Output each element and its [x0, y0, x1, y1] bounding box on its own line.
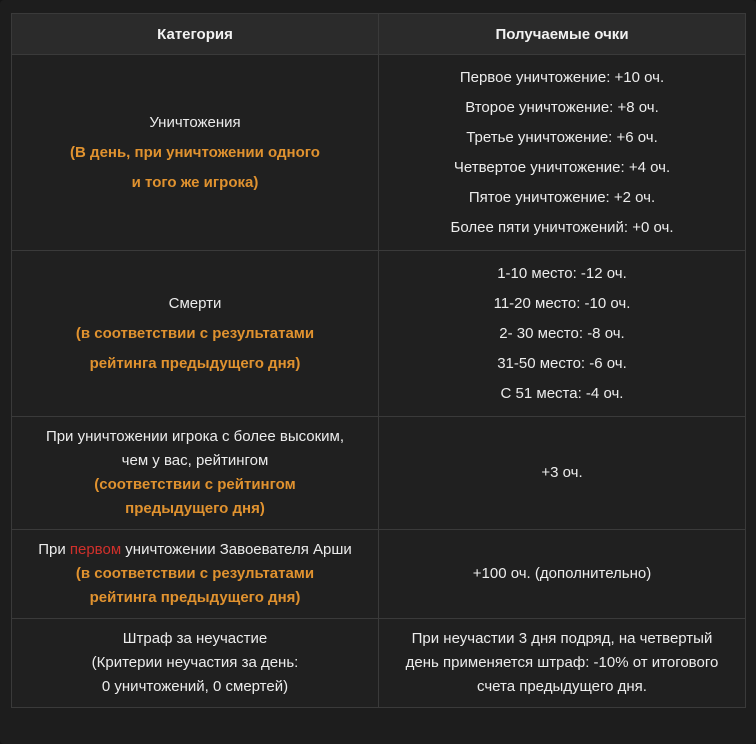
title-highlight: первом — [69, 541, 122, 558]
points-item: 11-20 место: -10 оч. — [493, 294, 631, 312]
points-item: Второе уничтожение: +8 оч. — [465, 98, 659, 116]
points-value: +3 оч. — [541, 464, 583, 481]
category-note: и того же игрока) — [131, 173, 259, 191]
points-cell — [379, 619, 746, 708]
category-cell — [12, 55, 379, 251]
points-item: 2- 30 место: -8 оч. — [499, 324, 625, 342]
points-item: Четвертое уничтожение: +4 оч. — [453, 158, 671, 176]
category-title: Штраф за неучастие — [122, 630, 268, 647]
points-item: Более пяти уничтожений: +0 оч. — [450, 218, 674, 236]
points-item: Пятое уничтожение: +2 оч. — [468, 188, 656, 206]
table-row — [12, 530, 746, 619]
points-cell — [379, 251, 746, 417]
category-title: чем у вас, рейтингом — [121, 452, 269, 469]
category-title — [22, 538, 368, 562]
points-item: Третье уничтожение: +6 оч. — [466, 128, 658, 146]
points-cell — [379, 55, 746, 251]
category-note: рейтинга предыдущего дня) — [89, 354, 301, 372]
scoring-table — [11, 13, 746, 708]
category-title: Смерти — [168, 294, 222, 312]
category-cell — [12, 251, 379, 417]
category-note: (в соответствии с результатами — [75, 565, 315, 582]
category-note: предыдущего дня) — [125, 500, 265, 517]
points-text: При неучастии 3 дня подряд, на четвертый — [411, 630, 713, 647]
category-note: (в соответствии с результатами — [75, 324, 315, 342]
points-item: 1-10 место: -12 оч. — [497, 264, 627, 282]
category-cell — [12, 619, 379, 708]
category-cell — [12, 530, 379, 619]
points-cell — [379, 417, 746, 530]
points-text: счета предыдущего дня. — [477, 678, 647, 695]
points-item: 31-50 место: -6 оч. — [497, 354, 627, 372]
table-row — [12, 417, 746, 530]
table-row — [12, 55, 746, 251]
points-item: Первое уничтожение: +10 оч. — [459, 68, 665, 86]
category-note: рейтинга предыдущего дня) — [89, 589, 301, 606]
points-text: день применяется штраф: -10% от итогового — [405, 654, 719, 671]
category-title: 0 уничтожений, 0 смертей) — [101, 678, 289, 695]
points-item: С 51 места: -4 оч. — [500, 384, 624, 402]
points-cell — [379, 530, 746, 619]
header-category: Категория — [12, 14, 379, 55]
category-note: (В день, при уничтожении одного — [70, 143, 320, 161]
category-title: При уничтожении игрока с более высоким, — [45, 428, 345, 445]
category-note: (соответствии с рейтингом — [94, 476, 296, 493]
table-row — [12, 619, 746, 708]
header-points: Получаемые очки — [379, 14, 746, 55]
table-header-row — [12, 14, 746, 55]
category-title: Уничтожения — [149, 113, 241, 131]
points-value: +100 оч. (дополнительно) — [472, 565, 652, 582]
category-cell — [12, 417, 379, 530]
title-prefix: При — [38, 541, 70, 558]
title-suffix: уничтожении Завоевателя Арши — [121, 541, 352, 558]
table-row — [12, 251, 746, 417]
category-title: (Критерии неучастия за день: — [91, 654, 299, 671]
